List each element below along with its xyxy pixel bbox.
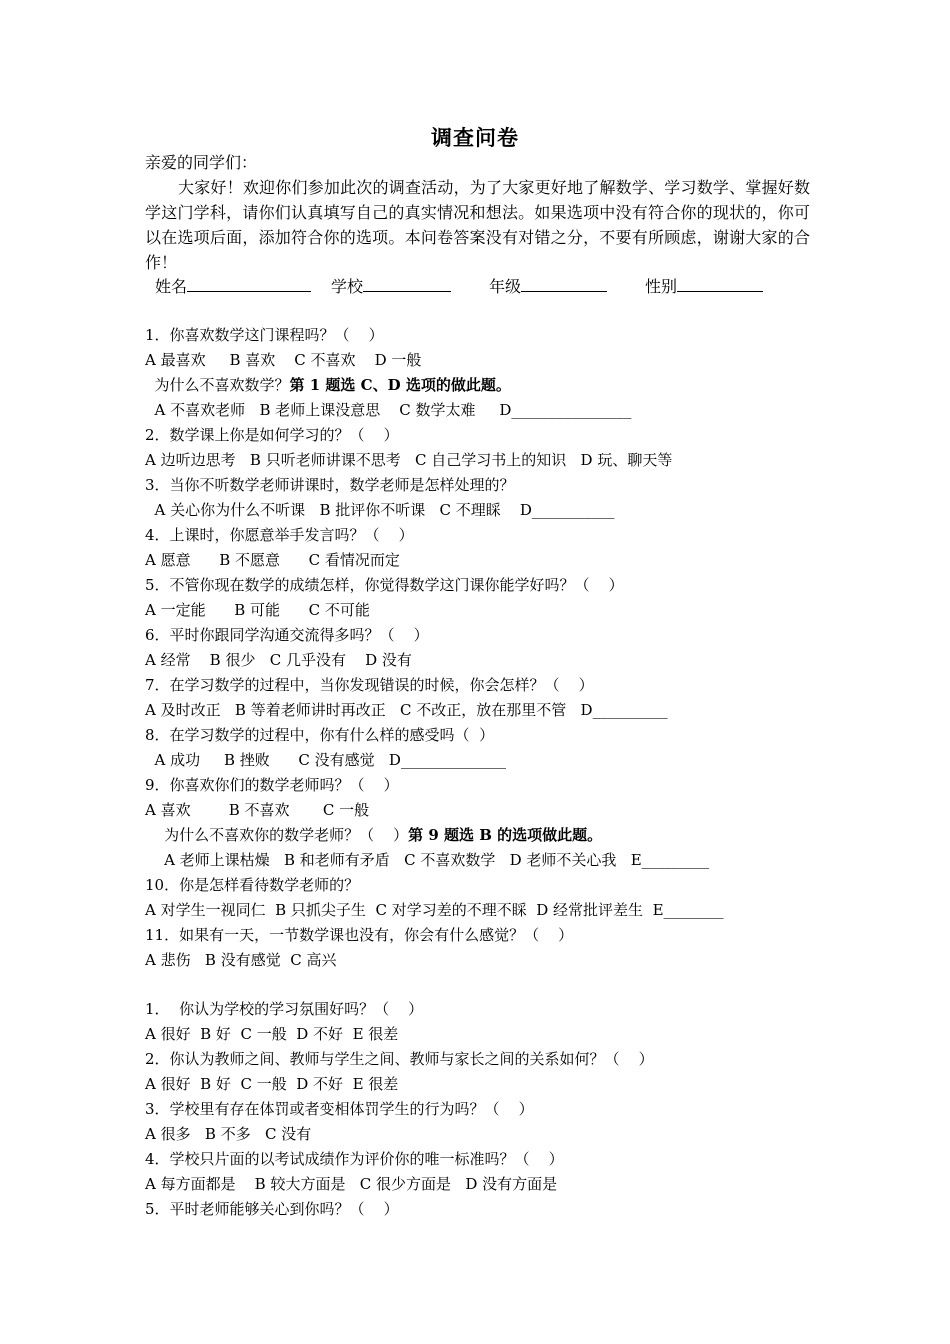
- question-10: 10．你是怎样看待数学老师的？: [145, 876, 360, 894]
- question-1: 1．你喜欢数学这门课程吗？（ ）: [145, 326, 384, 344]
- question-8: 8．在学习数学的过程中，你有什么样的感受吗（ ）: [145, 726, 495, 744]
- question-2: 2．数学课上你是如何学习的？（ ）: [145, 426, 399, 444]
- question-1-followup-note: 第 1 题选 C、D 选项的做此题。: [289, 376, 511, 394]
- question-9-followup-note: 第 9 题选 B 的选项做此题。: [408, 826, 603, 844]
- school-question-1-options: A 很好 B 好 C 一般 D 不好 E 很差: [145, 1025, 399, 1043]
- school-question-5: 5．平时老师能够关心到你吗？（ ）: [145, 1200, 399, 1218]
- question-11-options: A 悲伤 B 没有感觉 C 高兴: [145, 951, 337, 969]
- question-4: 4．上课时，你愿意举手发言吗？（ ）: [145, 526, 414, 544]
- question-6: 6．平时你跟同学沟通交流得多吗？（ ）: [145, 626, 429, 644]
- school-question-2-options: A 很好 B 好 C 一般 D 不好 E 很差: [145, 1075, 399, 1093]
- question-3-options: A 关心你为什么不听课 B 批评你不听课 C 不理睬 D___________: [145, 501, 615, 519]
- school-question-4: 4．学校只片面的以考试成绩作为评价你的唯一标准吗？（ ）: [145, 1150, 564, 1168]
- school-question-3: 3．学校里有存在体罚或者变相体罚学生的行为吗？（ ）: [145, 1100, 534, 1118]
- school-question-3-options: A 很多 B 不多 C 没有: [145, 1125, 312, 1143]
- question-6-options: A 经常 B 很少 C 几乎没有 D 没有: [145, 651, 412, 669]
- question-9-followup: [145, 823, 602, 847]
- question-9-followup-text: 为什么不喜欢你的数学老师？（ ）: [145, 826, 409, 844]
- question-1-followup-options: A 不喜欢老师 B 老师上课没意思 C 数学太难 D________________: [145, 401, 632, 419]
- school-question-2: 2．你认为教师之间、教师与学生之间、教师与家长之间的关系如何？（ ）: [145, 1050, 654, 1068]
- question-10-options: A 对学生一视同仁 B 只抓尖子生 C 对学习差的不理不睬 D 经常批评差生 E________: [145, 901, 724, 919]
- gender-field[interactable]: [677, 274, 763, 292]
- question-7-options: A 及时改正 B 等着老师讲时再改正 C 不改正，放在那里不管 D__________: [145, 701, 668, 719]
- question-1-followup: [145, 373, 511, 397]
- question-8-options: A 成功 B 挫败 C 没有感觉 D______________: [145, 751, 506, 769]
- info-row: [155, 274, 763, 299]
- question-9: 9．你喜欢你们的数学老师吗？（ ）: [145, 776, 399, 794]
- greeting: 亲爱的同学们：: [145, 153, 258, 172]
- intro-paragraph: 大家好！欢迎你们参加此次的调查活动，为了大家更好地了解数学、学习数学、掌握好数学这门学科，请你们认真填写自己的真实情况和想法。如果选项中没有符合你的现状的，你可以在选项后面，添加符合你的选项。本问卷答案没有对错之分，不要有所顾虑，谢谢大家的合作！: [145, 178, 810, 272]
- question-3: 3．当你不听数学老师讲课时，数学老师是怎样处理的？: [145, 476, 515, 494]
- grade-field[interactable]: [521, 274, 607, 292]
- question-1-options: A 最喜欢 B 喜欢 C 不喜欢 D 一般: [145, 351, 422, 369]
- question-4-options: A 愿意 B 不愿意 C 看情况而定: [145, 551, 400, 569]
- question-9-options: A 喜欢 B 不喜欢 C 一般: [145, 801, 370, 819]
- question-11: 11．如果有一天，一节数学课也没有，你会有什么感觉？（ ）: [145, 926, 574, 944]
- name-label: 姓名: [155, 277, 188, 296]
- school-label: 学校: [331, 277, 364, 296]
- question-9-followup-options: A 老师上课枯燥 B 和老师有矛盾 C 不喜欢数学 D 老师不关心我 E_________: [145, 851, 710, 869]
- school-field[interactable]: [363, 274, 451, 292]
- gender-label: 性别: [645, 277, 678, 296]
- document-title: 调查问卷: [431, 125, 519, 150]
- name-field[interactable]: [187, 274, 311, 292]
- question-5: 5．不管你现在数学的成绩怎样，你觉得数学这门课你能学好吗？（ ）: [145, 576, 624, 594]
- school-question-4-options: A 每方面都是 B 较大方面是 C 很少方面是 D 没有方面是: [145, 1175, 558, 1193]
- school-question-1: 1． 你认为学校的学习氛围好吗？（ ）: [145, 1000, 424, 1018]
- question-7: 7．在学习数学的过程中，当你发现错误的时候，你会怎样？（ ）: [145, 676, 594, 694]
- question-1-followup-text: 为什么不喜欢数学？: [145, 376, 290, 394]
- question-5-options: A 一定能 B 可能 C 不可能: [145, 601, 370, 619]
- question-2-options: A 边听边思考 B 只听老师讲课不思考 C 自己学习书上的知识 D 玩、聊天等: [145, 451, 673, 469]
- grade-label: 年级: [489, 277, 522, 296]
